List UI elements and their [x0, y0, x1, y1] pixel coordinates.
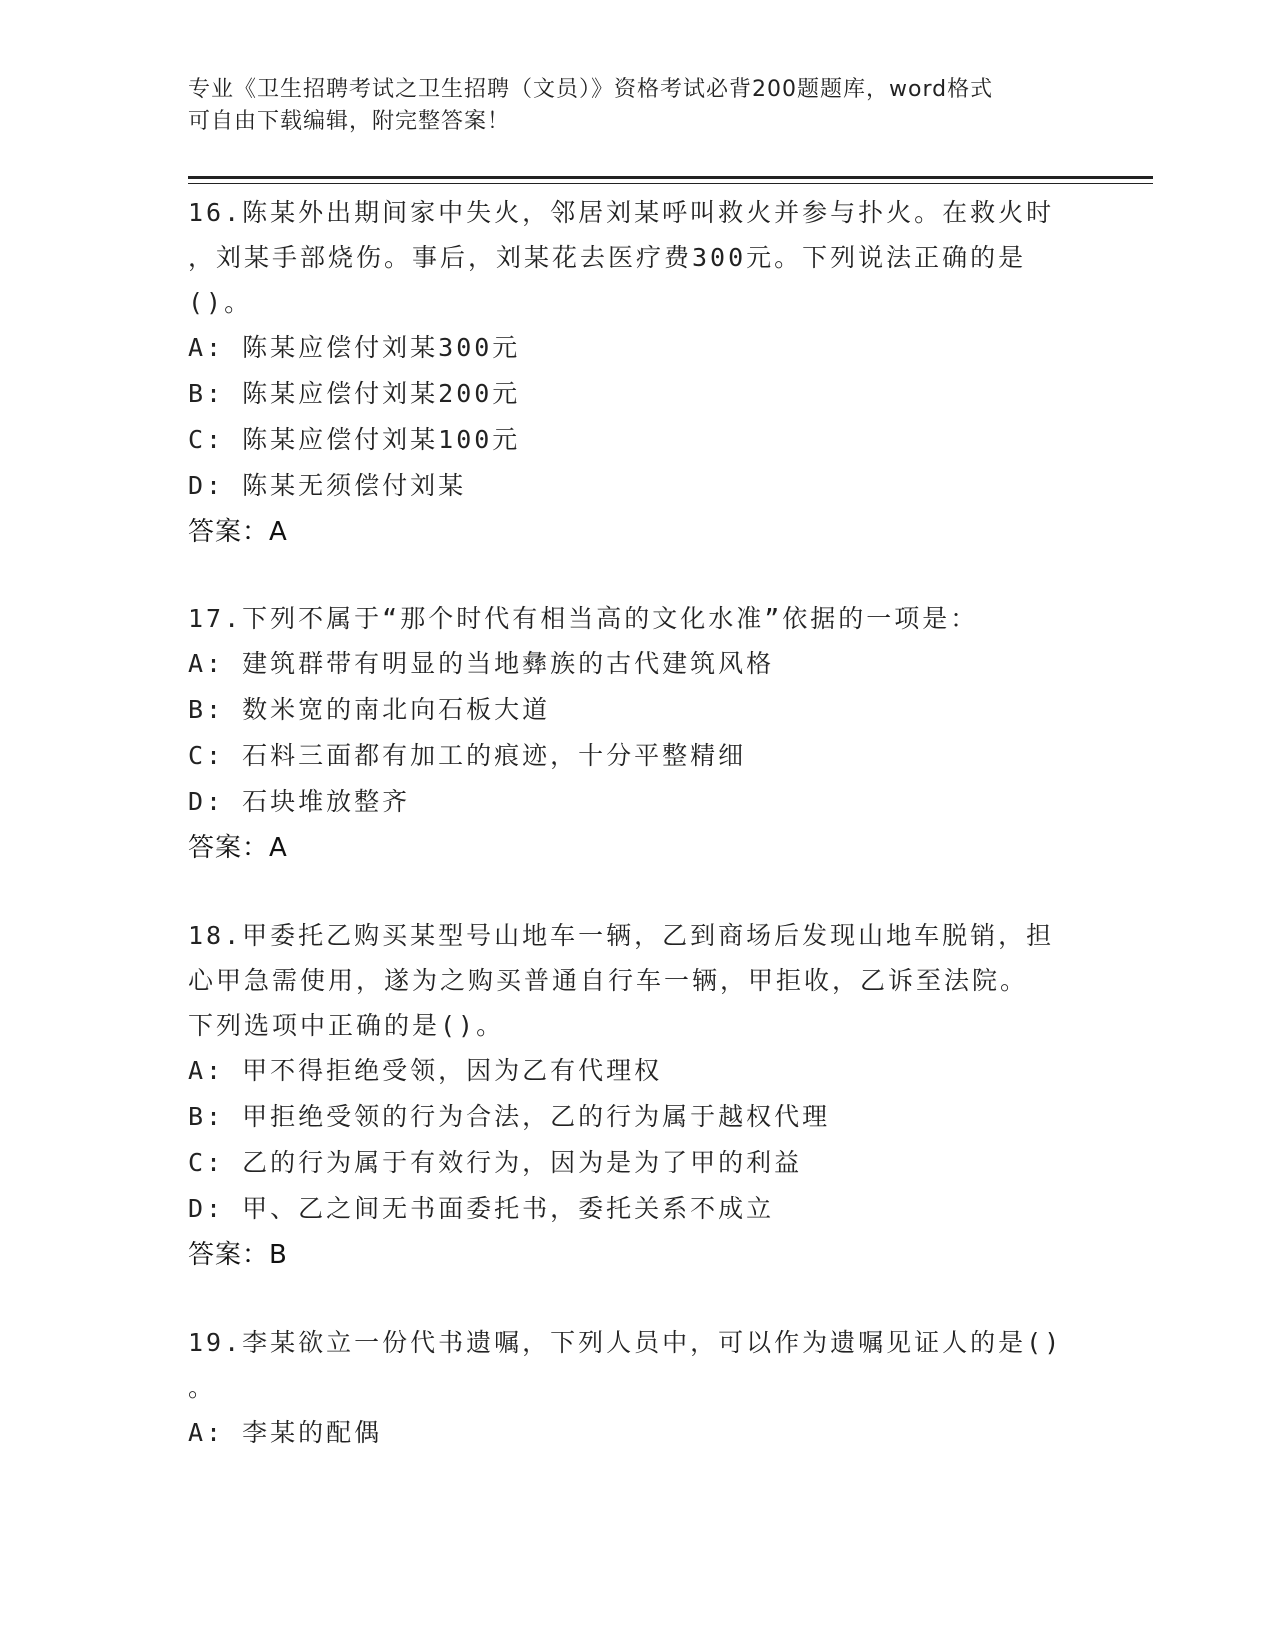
option-d: D: 陈某无须偿付刘某	[188, 471, 467, 500]
question-stem: 19.李某欲立一份代书遗嘱，下列人员中，可以作为遗嘱见证人的是()	[188, 1328, 1063, 1357]
header-line-1: 专业《卫生招聘考试之卫生招聘（文员）》资格考试必背200题题库，word格式	[188, 77, 994, 102]
question-19	[188, 1320, 1062, 1456]
option-d: D: 甲、乙之间无书面委托书，委托关系不成立	[188, 1194, 775, 1223]
option-b: B: 甲拒绝受领的行为合法，乙的行为属于越权代理	[188, 1102, 831, 1131]
question-17	[188, 596, 978, 871]
question-stem: 16.陈某外出期间家中失火，邻居刘某呼叫救火并参与扑火。在救火时	[188, 198, 1055, 227]
option-a: A: 李某的配偶	[188, 1418, 383, 1447]
answer-label: 答案：B	[188, 1240, 288, 1270]
header-divider-thick	[188, 176, 1153, 179]
option-d: D: 石块堆放整齐	[188, 787, 411, 816]
option-c: C: 石料三面都有加工的痕迹，十分平整精细	[188, 741, 747, 770]
header-line-2: 可自由下载编辑，附完整答案！	[188, 109, 511, 134]
question-stem: 下列选项中正确的是()。	[188, 1011, 505, 1040]
question-stem: ，刘某手部烧伤。事后，刘某花去医疗费300元。下列说法正确的是	[188, 243, 1027, 272]
option-b: B: 陈某应偿付刘某200元	[188, 379, 521, 408]
question-stem: 18.甲委托乙购买某型号山地车一辆，乙到商场后发现山地车脱销，担	[188, 921, 1055, 950]
question-stem: 17.下列不属于“那个时代有相当高的文化水准”依据的一项是：	[188, 604, 979, 633]
header-divider-thin	[188, 183, 1153, 184]
option-a: A: 甲不得拒绝受领，因为乙有代理权	[188, 1056, 663, 1085]
question-stem: 。	[188, 1373, 217, 1402]
option-b: B: 数米宽的南北向石板大道	[188, 695, 551, 724]
document-header	[188, 74, 1068, 138]
question-stem: ()。	[188, 288, 253, 317]
question-16	[188, 190, 1054, 555]
option-c: C: 陈某应偿付刘某100元	[188, 425, 521, 454]
option-a: A: 陈某应偿付刘某300元	[188, 333, 521, 362]
answer-label: 答案：A	[188, 517, 288, 547]
option-c: C: 乙的行为属于有效行为，因为是为了甲的利益	[188, 1148, 803, 1177]
question-stem: 心甲急需使用，遂为之购买普通自行车一辆，甲拒收，乙诉至法院。	[188, 966, 1029, 995]
option-a: A: 建筑群带有明显的当地彝族的古代建筑风格	[188, 649, 775, 678]
question-18	[188, 913, 1054, 1278]
answer-label: 答案：A	[188, 833, 288, 863]
